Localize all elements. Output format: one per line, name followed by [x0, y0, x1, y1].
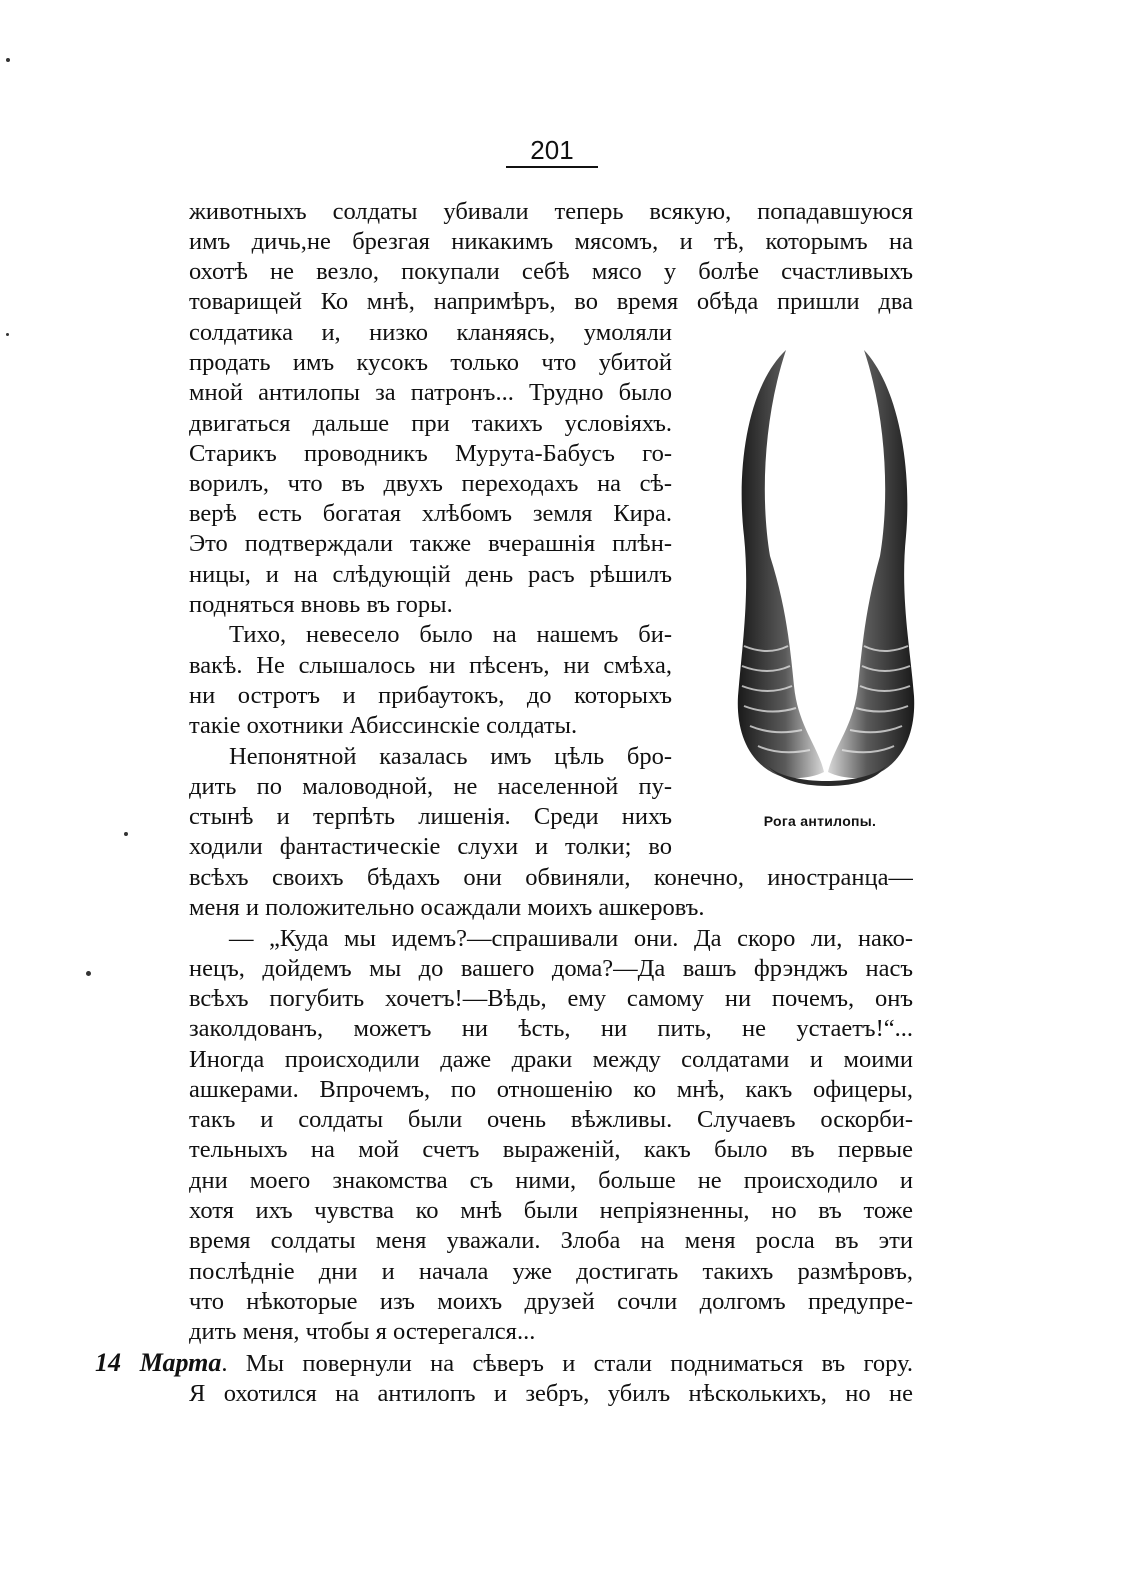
- text-line: Непонятной казалась имъ цѣль бро-: [229, 743, 672, 770]
- antelope-horns-illustration: [728, 346, 928, 791]
- figure-caption: Рога антилопы.: [763, 813, 877, 829]
- text-line: двигаться дальше при такихъ условіяхъ.: [189, 410, 672, 437]
- date-entry-line: [95, 1347, 913, 1378]
- text-line: нецъ, дойдемъ мы до вашего дома?—Да вашъ фрэнджъ насъ: [189, 955, 913, 982]
- scan-speck: [6, 333, 9, 336]
- text-line: мной антилопы за патронъ... Трудно было: [189, 379, 672, 406]
- text-line: охотѣ не везло, покупали себѣ мясо у болѣе счастливыхъ: [189, 258, 913, 285]
- text-line: ницы, и на слѣдующій день расъ рѣшилъ: [189, 561, 672, 588]
- date-label: 14 Марта: [95, 1348, 222, 1377]
- text-line: ашкерами. Впрочемъ, по отношенію ко мнѣ, какъ офицеры,: [189, 1076, 913, 1103]
- text-line: меня и положительно осаждали моихъ ашкеровъ.: [189, 894, 705, 921]
- left-horn: [738, 350, 824, 778]
- text-line: тельныхъ на мой счетъ выраженій, какъ было въ первые: [189, 1136, 913, 1163]
- text-line: ворилъ, что въ двухъ переходахъ на сѣ-: [189, 470, 672, 497]
- text-line: Тихо, невесело было на нашемъ би-: [229, 621, 672, 648]
- page-number: 201: [530, 135, 574, 165]
- antelope-horns-figure: [728, 346, 928, 791]
- text-line: послѣдніе дни и начала уже достигать такихъ размѣровъ,: [189, 1258, 913, 1285]
- scan-speck: [86, 971, 91, 976]
- text-line: солдатика и, низко кланяясь, умоляли: [189, 319, 672, 346]
- text-line: Это подтверждали также вчерашнія плѣн-: [189, 530, 672, 557]
- page-number-rule: [506, 166, 598, 168]
- text-line: дить меня, чтобы я остерегался...: [189, 1318, 536, 1345]
- right-horn: [828, 350, 914, 778]
- text-line: — „Куда мы идемъ?—спрашивали они. Да скоро ли, нако-: [229, 925, 913, 952]
- text-line: Иногда происходили даже драки между солдатами и моими: [189, 1046, 913, 1073]
- text-line: ходили фантастическіе слухи и толки; во: [189, 833, 672, 860]
- text-line: имъ дичь,не брезгая никакимъ мясомъ, и тѣ, которымъ на: [189, 228, 913, 255]
- text-line: такъ и солдаты были очень вѣжливы. Случаевъ оскорби-: [189, 1106, 913, 1133]
- text-line: такіе охотники Абиссинскіе солдаты.: [189, 712, 578, 739]
- text-line: вакѣ. Не слышалось ни пѣсенъ, ни смѣха,: [189, 652, 672, 679]
- text-line: дить по маловодной, не населенной пу-: [189, 773, 672, 800]
- date-entry-text: . Мы повернули на сѣверъ и стали подниматься въ гору.: [221, 1350, 913, 1377]
- text-line: что нѣкоторые изъ моихъ друзей сочли долгомъ предупре-: [189, 1288, 913, 1315]
- text-line: стынѣ и терпѣть лишенія. Среди нихъ: [189, 803, 672, 830]
- text-line: Старикъ проводникъ Мурута-Бабусъ го-: [189, 440, 672, 467]
- text-line: верѣ есть богатая хлѣбомъ земля Кира.: [189, 500, 672, 527]
- text-line: хотя ихъ чувства ко мнѣ были непріязненны, но въ тоже: [189, 1197, 913, 1224]
- text-line: животныхъ солдаты убивали теперь всякую, попадавшуюся: [189, 198, 913, 225]
- text-line: время солдаты меня уважали. Злоба на меня росла въ эти: [189, 1227, 913, 1254]
- text-line: заколдованъ, можетъ ни ѣсть, ни пить, не устаетъ!“...: [189, 1015, 913, 1042]
- text-line: подняться вновь въ горы.: [189, 591, 453, 618]
- text-line: всѣхъ погубить хочетъ!—Вѣдь, ему самому ни почемъ, онъ: [189, 985, 913, 1012]
- text-line: всѣхъ своихъ бѣдахъ они обвиняли, конечно, иностранца—: [189, 864, 913, 891]
- scan-speck: [124, 832, 128, 836]
- text-line: продать имъ кусокъ только что убитой: [189, 349, 672, 376]
- text-line: ни остротъ и прибаутокъ, до которыхъ: [189, 682, 672, 709]
- text-line: дни моего знакомства съ ними, больше не происходило и: [189, 1167, 913, 1194]
- text-line: товарищей Ко мнѣ, напримѣръ, во время обѣда пришли два: [189, 288, 913, 315]
- scan-speck: [6, 58, 10, 62]
- text-line: Я охотился на антилопъ и зебръ, убилъ нѣсколькихъ, но не: [189, 1380, 913, 1407]
